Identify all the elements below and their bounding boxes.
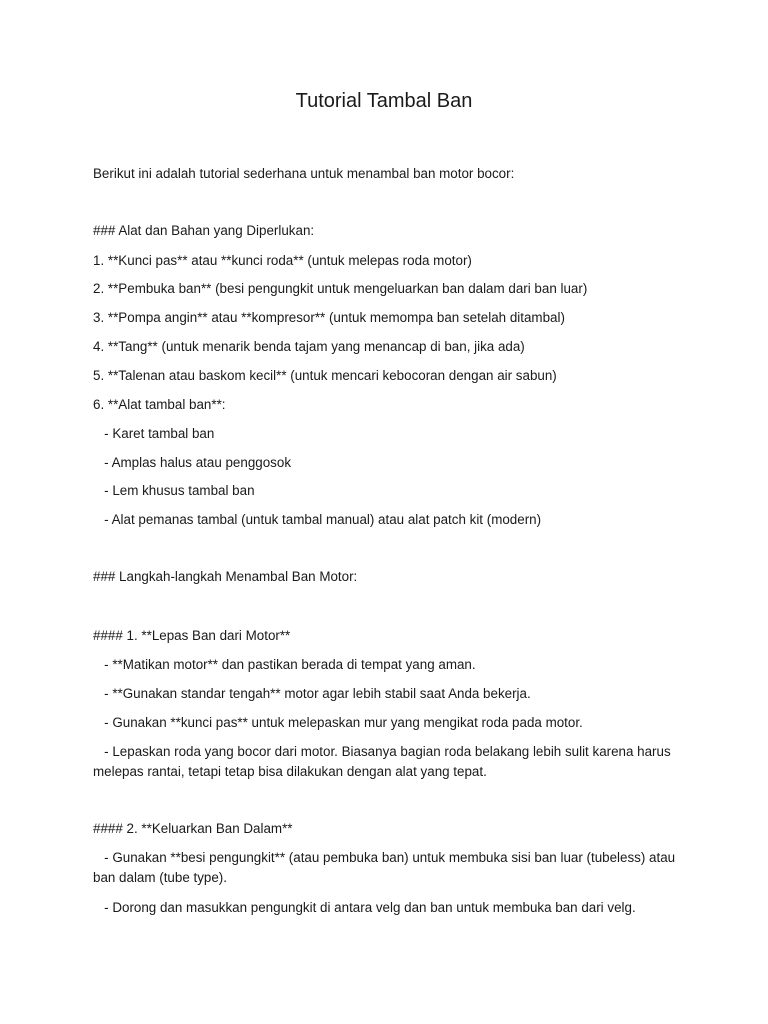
tool-subitem-4: - Alat pemanas tambal (untuk tambal manual) atau alat patch kit (modern) (93, 512, 542, 527)
tool-item-6: 6. **Alat tambal ban**: (93, 397, 226, 412)
steps-heading: ### Langkah-langkah Menambal Ban Motor: (93, 569, 358, 584)
tool-subitem-2: - Amplas halus atau penggosok (93, 455, 292, 470)
tools-heading: ### Alat dan Bahan yang Diperlukan: (93, 223, 315, 238)
step2-item-2: - Dorong dan masukkan pengungkit di antara velg dan ban untuk membuka ban dari velg. (93, 900, 636, 915)
step2-heading: #### 2. **Keluarkan Ban Dalam** (93, 821, 293, 836)
tool-item-4: 4. **Tang** (untuk menarik benda tajam yang menancap di ban, jika ada) (93, 339, 525, 354)
intro-paragraph: Berikut ini adalah tutorial sederhana untuk menambal ban motor bocor: (93, 166, 515, 181)
step2-item-1: - Gunakan **besi pengungkit** (atau pembuka ban) untuk membuka sisi ban luar (tubeless) atau ban dalam (tube type). (93, 850, 679, 885)
step1-item-2: - **Gunakan standar tengah** motor agar lebih stabil saat Anda bekerja. (93, 686, 531, 701)
tool-item-5: 5. **Talenan atau baskom kecil** (untuk mencari kebocoran dengan air sabun) (93, 368, 557, 383)
step1-item-3: - Gunakan **kunci pas** untuk melepaskan mur yang mengikat roda pada motor. (93, 715, 583, 730)
tool-item-2: 2. **Pembuka ban** (besi pengungkit untuk mengeluarkan ban dalam dari ban luar) (93, 281, 588, 296)
tool-item-1: 1. **Kunci pas** atau **kunci roda** (untuk melepas roda motor) (93, 253, 472, 268)
tool-subitem-3: - Lem khusus tambal ban (93, 483, 255, 498)
step1-item-1: - **Matikan motor** dan pastikan berada di tempat yang aman. (93, 657, 476, 672)
step1-item-4: - Lepaskan roda yang bocor dari motor. Biasanya bagian roda belakang lebih sulit karena harus melepas rantai, tetapi tetap bisa dilakukan dengan alat yang tepat. (93, 744, 675, 779)
tool-item-3: 3. **Pompa angin** atau **kompresor** (untuk memompa ban setelah ditambal) (93, 310, 565, 325)
page-title: Tutorial Tambal Ban (295, 90, 473, 112)
step1-heading: #### 1. **Lepas Ban dari Motor** (93, 628, 291, 643)
tool-subitem-1: - Karet tambal ban (93, 426, 215, 441)
